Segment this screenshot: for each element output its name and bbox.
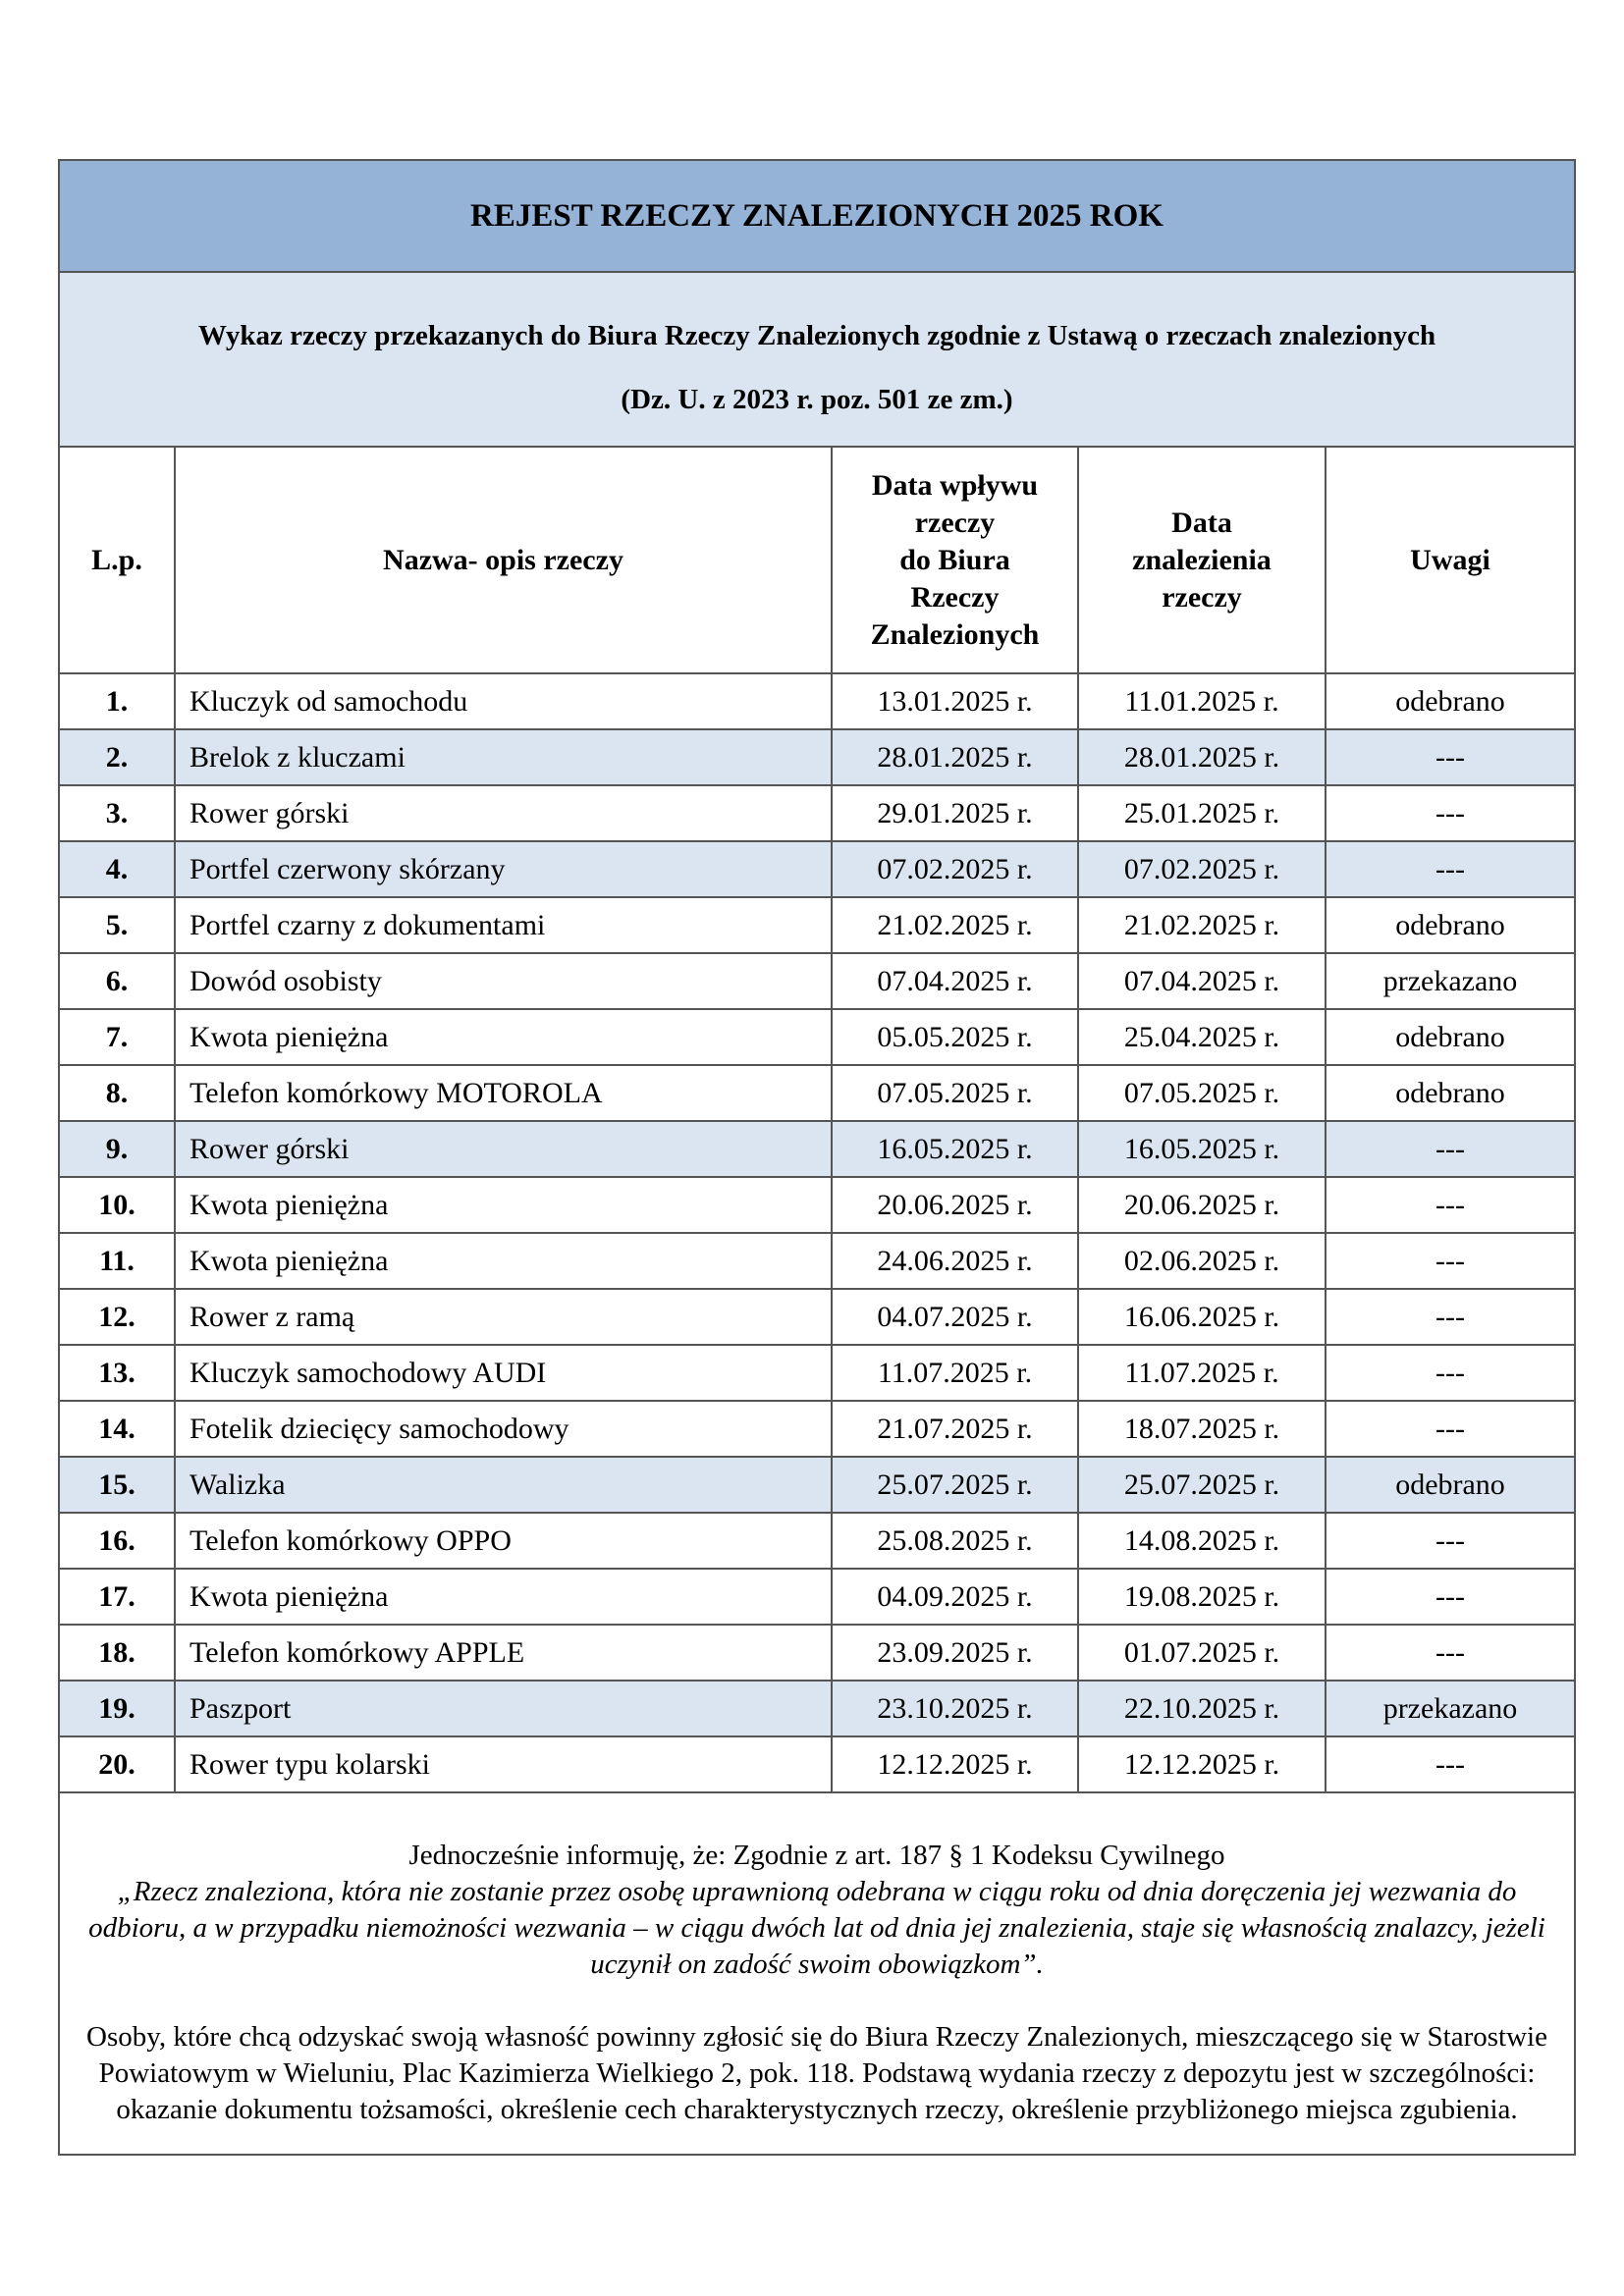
- row-lp: 9.: [60, 1121, 175, 1177]
- row-received: 28.01.2025 r.: [832, 729, 1078, 785]
- row-lp: 13.: [60, 1345, 175, 1401]
- civil-code-quote: „Rzecz znaleziona, która nie zostanie przez osobę uprawnioną odebrana w ciągu roku od dnia doręczenia jej wezwania do odbioru, a w przypadku niemożności wezwania – w ciągu dwóch lat od dnia jej znalezienia, staje się własnością znalazcy, jeżeli uczynił on zadość swoim obowiązkom”.: [88, 1876, 1545, 1980]
- row-notes: przekazano: [1326, 1681, 1574, 1736]
- header-found-date: [1078, 448, 1326, 673]
- table-row: [60, 1009, 1574, 1065]
- row-name: Brelok z kluczami: [175, 729, 832, 785]
- notice-intro: Jednocześnie informuję, że: Zgodnie z art. 187 § 1 Kodeksu Cywilnego: [408, 1840, 1225, 1871]
- row-found: 14.08.2025 r.: [1078, 1513, 1326, 1569]
- header-found-line: znalezienia: [1132, 543, 1272, 576]
- table-row: [60, 673, 1574, 729]
- register-subtitle: Wykaz rzeczy przekazanych do Biura Rzeczy Znalezionych zgodnie z Ustawą o rzeczach znalezionych: [197, 320, 1436, 351]
- row-found: 07.02.2025 r.: [1078, 841, 1326, 897]
- header-found-line: rzeczy: [1162, 580, 1242, 614]
- row-notes: przekazano: [1326, 953, 1574, 1009]
- row-name: Kwota pieniężna: [175, 1009, 832, 1065]
- header-received-date: [832, 448, 1078, 673]
- row-found: 16.05.2025 r.: [1078, 1121, 1326, 1177]
- notice-info: Osoby, które chcą odzyskać swoją własność powinny zgłosić się do Biura Rzeczy Znalezionych, mieszczącego się w Starostwie Powiatowym w Wieluniu, Plac Kazimierza Wielkiego 2, pok. 118. Podstawą wydania rzeczy z depozytu jest w szczególności: okazanie dokumentu tożsamości, określenie cech charakterystycznych rzeczy, określenie przybliżonego miejsca zgubienia.: [86, 2021, 1547, 2125]
- row-notes: odebrano: [1326, 1457, 1574, 1513]
- table-row: [60, 1065, 1574, 1121]
- header-name: Nazwa- opis rzeczy: [175, 448, 832, 673]
- row-received: 04.09.2025 r.: [832, 1569, 1078, 1625]
- header-notes: Uwagi: [1326, 448, 1574, 673]
- header-lp: L.p.: [60, 448, 175, 673]
- table-row: [60, 1177, 1574, 1233]
- table-row: [60, 1625, 1574, 1681]
- row-received: 25.08.2025 r.: [832, 1513, 1078, 1569]
- row-name: Telefon komórkowy APPLE: [175, 1625, 832, 1681]
- row-found: 22.10.2025 r.: [1078, 1681, 1326, 1736]
- row-received: 23.09.2025 r.: [832, 1625, 1078, 1681]
- table-header-row: [60, 448, 1574, 673]
- legal-reference: (Dz. U. z 2023 r. poz. 501 ze zm.): [621, 384, 1013, 415]
- header-found-line: Data: [1171, 506, 1232, 539]
- table-row: [60, 1233, 1574, 1289]
- row-lp: 18.: [60, 1625, 175, 1681]
- row-received: 21.07.2025 r.: [832, 1401, 1078, 1457]
- row-received: 07.02.2025 r.: [832, 841, 1078, 897]
- row-found: 25.07.2025 r.: [1078, 1457, 1326, 1513]
- row-name: Rower górski: [175, 785, 832, 841]
- row-received: 20.06.2025 r.: [832, 1177, 1078, 1233]
- register-title: REJEST RZECZY ZNALEZIONYCH 2025 ROK: [470, 197, 1164, 234]
- row-found: 12.12.2025 r.: [1078, 1736, 1326, 1792]
- row-name: Telefon komórkowy MOTOROLA: [175, 1065, 832, 1121]
- row-lp: 15.: [60, 1457, 175, 1513]
- header-received-line: Rzeczy: [910, 580, 1000, 614]
- row-found: 02.06.2025 r.: [1078, 1233, 1326, 1289]
- row-notes: odebrano: [1326, 1065, 1574, 1121]
- row-lp: 1.: [60, 673, 175, 729]
- row-lp: 16.: [60, 1513, 175, 1569]
- row-found: 28.01.2025 r.: [1078, 729, 1326, 785]
- row-name: Kluczyk samochodowy AUDI: [175, 1345, 832, 1401]
- register-sheet: [58, 159, 1576, 2156]
- table-row: [60, 897, 1574, 953]
- table-row: [60, 1457, 1574, 1513]
- row-received: 07.05.2025 r.: [832, 1065, 1078, 1121]
- row-received: 29.01.2025 r.: [832, 785, 1078, 841]
- table-row: [60, 1513, 1574, 1569]
- table-row: [60, 1121, 1574, 1177]
- row-received: 07.04.2025 r.: [832, 953, 1078, 1009]
- row-found: 07.04.2025 r.: [1078, 953, 1326, 1009]
- row-lp: 3.: [60, 785, 175, 841]
- table-row: [60, 1401, 1574, 1457]
- notice-quote: [84, 1874, 1549, 1983]
- row-found: 25.01.2025 r.: [1078, 785, 1326, 841]
- legal-notice: [60, 1793, 1574, 2154]
- row-found: 11.07.2025 r.: [1078, 1345, 1326, 1401]
- row-lp: 4.: [60, 841, 175, 897]
- row-name: Portfel czerwony skórzany: [175, 841, 832, 897]
- row-found: 11.01.2025 r.: [1078, 673, 1326, 729]
- row-name: Rower z ramą: [175, 1289, 832, 1345]
- row-lp: 11.: [60, 1233, 175, 1289]
- table-row: [60, 729, 1574, 785]
- row-notes: ---: [1326, 1233, 1574, 1289]
- table-row: [60, 1736, 1574, 1792]
- row-name: Walizka: [175, 1457, 832, 1513]
- row-received: 12.12.2025 r.: [832, 1736, 1078, 1792]
- row-notes: odebrano: [1326, 673, 1574, 729]
- row-notes: ---: [1326, 1569, 1574, 1625]
- row-received: 25.07.2025 r.: [832, 1457, 1078, 1513]
- row-lp: 19.: [60, 1681, 175, 1736]
- row-name: Paszport: [175, 1681, 832, 1736]
- row-notes: ---: [1326, 785, 1574, 841]
- row-lp: 2.: [60, 729, 175, 785]
- row-notes: ---: [1326, 729, 1574, 785]
- header-received-line: Data wpływu: [871, 468, 1039, 502]
- row-lp: 14.: [60, 1401, 175, 1457]
- row-name: Telefon komórkowy OPPO: [175, 1513, 832, 1569]
- row-notes: ---: [1326, 1401, 1574, 1457]
- table-row: [60, 1289, 1574, 1345]
- row-received: 24.06.2025 r.: [832, 1233, 1078, 1289]
- row-found: 18.07.2025 r.: [1078, 1401, 1326, 1457]
- table-row: [60, 841, 1574, 897]
- row-name: Portfel czarny z dokumentami: [175, 897, 832, 953]
- table-row: [60, 953, 1574, 1009]
- row-notes: odebrano: [1326, 1009, 1574, 1065]
- row-found: 07.05.2025 r.: [1078, 1065, 1326, 1121]
- row-found: 21.02.2025 r.: [1078, 897, 1326, 953]
- table-row: [60, 1681, 1574, 1736]
- row-found: 01.07.2025 r.: [1078, 1625, 1326, 1681]
- row-lp: 8.: [60, 1065, 175, 1121]
- row-lp: 20.: [60, 1736, 175, 1792]
- row-found: 16.06.2025 r.: [1078, 1289, 1326, 1345]
- row-received: 21.02.2025 r.: [832, 897, 1078, 953]
- row-notes: ---: [1326, 1625, 1574, 1681]
- header-received-line: do Biura: [899, 543, 1010, 576]
- row-name: Fotelik dziecięcy samochodowy: [175, 1401, 832, 1457]
- row-name: Kwota pieniężna: [175, 1569, 832, 1625]
- row-lp: 5.: [60, 897, 175, 953]
- row-lp: 17.: [60, 1569, 175, 1625]
- row-received: 13.01.2025 r.: [832, 673, 1078, 729]
- row-name: Kluczyk od samochodu: [175, 673, 832, 729]
- row-found: 20.06.2025 r.: [1078, 1177, 1326, 1233]
- row-notes: ---: [1326, 1289, 1574, 1345]
- row-found: 25.04.2025 r.: [1078, 1009, 1326, 1065]
- table-row: [60, 785, 1574, 841]
- found-items-table: [60, 448, 1574, 1793]
- row-name: Kwota pieniężna: [175, 1233, 832, 1289]
- row-lp: 12.: [60, 1289, 175, 1345]
- row-notes: ---: [1326, 1121, 1574, 1177]
- row-received: 04.07.2025 r.: [832, 1289, 1078, 1345]
- row-received: 05.05.2025 r.: [832, 1009, 1078, 1065]
- row-found: 19.08.2025 r.: [1078, 1569, 1326, 1625]
- row-notes: ---: [1326, 1177, 1574, 1233]
- row-lp: 6.: [60, 953, 175, 1009]
- header-received-line: rzeczy: [914, 506, 996, 539]
- row-received: 16.05.2025 r.: [832, 1121, 1078, 1177]
- row-notes: odebrano: [1326, 897, 1574, 953]
- row-received: 23.10.2025 r.: [832, 1681, 1078, 1736]
- row-name: Dowód osobisty: [175, 953, 832, 1009]
- row-notes: ---: [1326, 1513, 1574, 1569]
- table-row: [60, 1569, 1574, 1625]
- row-notes: ---: [1326, 841, 1574, 897]
- row-notes: ---: [1326, 1345, 1574, 1401]
- register-title-box: [60, 161, 1574, 273]
- row-name: Kwota pieniężna: [175, 1177, 832, 1233]
- header-received-line: Znalezionych: [870, 617, 1040, 651]
- table-row: [60, 1345, 1574, 1401]
- row-received: 11.07.2025 r.: [832, 1345, 1078, 1401]
- row-lp: 7.: [60, 1009, 175, 1065]
- row-name: Rower typu kolarski: [175, 1736, 832, 1792]
- row-notes: ---: [1326, 1736, 1574, 1792]
- row-lp: 10.: [60, 1177, 175, 1233]
- row-name: Rower górski: [175, 1121, 832, 1177]
- register-subtitle-box: [60, 273, 1574, 448]
